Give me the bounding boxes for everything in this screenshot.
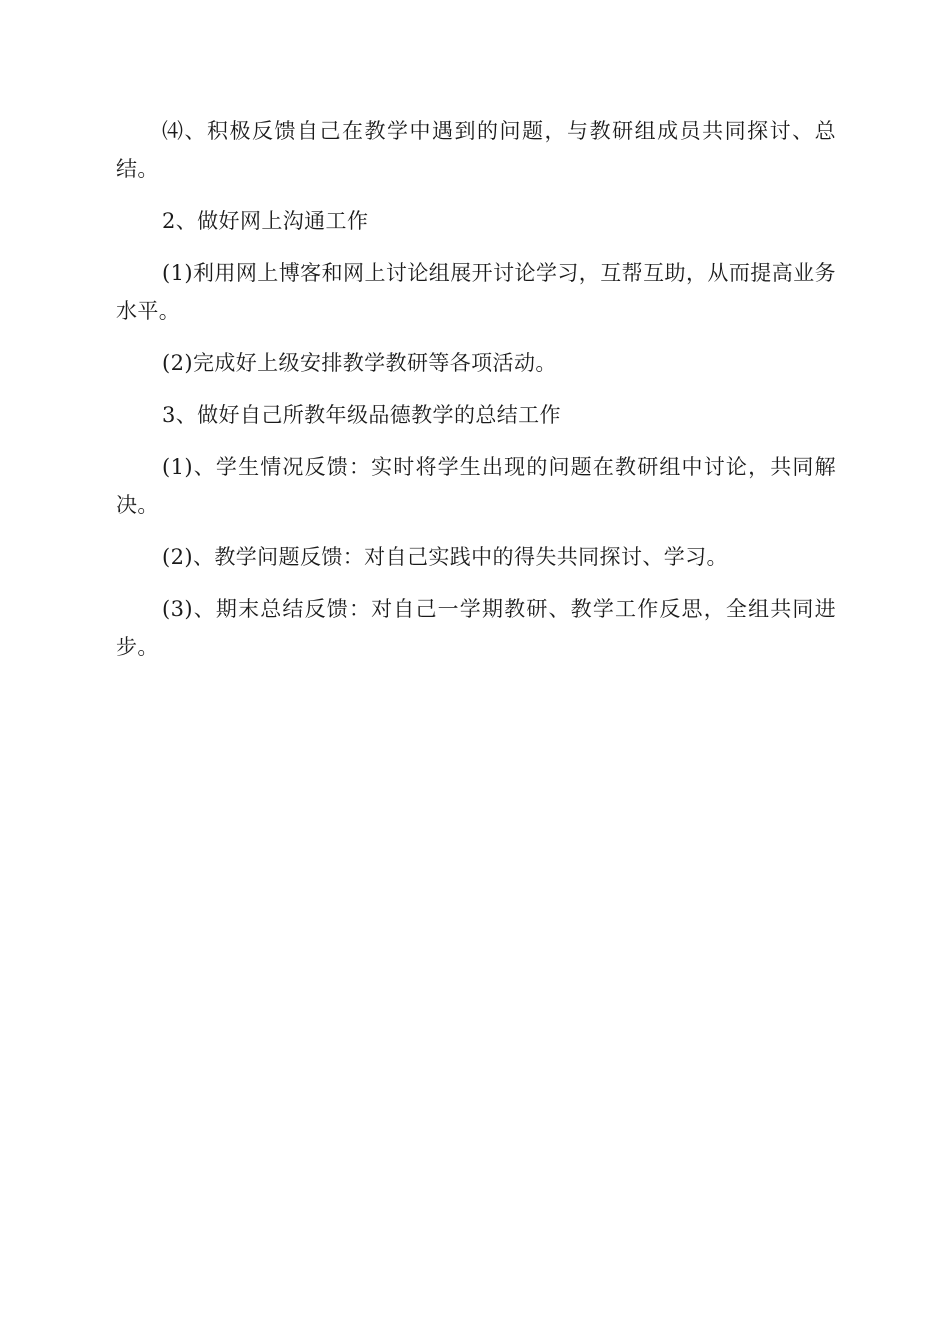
paragraph-teaching-feedback: (2)、教学问题反馈：对自己实践中的得失共同探讨、学习。 (162, 545, 728, 569)
heading-summary-work: 3、做好自己所教年级品德教学的总结工作 (162, 403, 561, 427)
paragraph-feedback-problems: ⑷、积极反馈自己在教学中遇到的问题，与教研组成员共同探讨、总结。 (116, 119, 836, 181)
paragraph-complete-activities: (2)完成好上级安排教学教研等各项活动。 (162, 351, 557, 375)
paragraph-term-summary: (3)、期末总结反馈：对自己一学期教研、教学工作反思，全组共同进步。 (116, 597, 836, 659)
heading-online-communication: 2、做好网上沟通工作 (162, 209, 369, 233)
paragraph-online-blog: (1)利用网上博客和网上讨论组展开讨论学习，互帮互助，从而提高业务水平。 (116, 261, 836, 323)
paragraph-student-feedback: (1)、学生情况反馈：实时将学生出现的问题在教研组中讨论，共同解决。 (116, 455, 836, 517)
document-body (116, 112, 836, 666)
